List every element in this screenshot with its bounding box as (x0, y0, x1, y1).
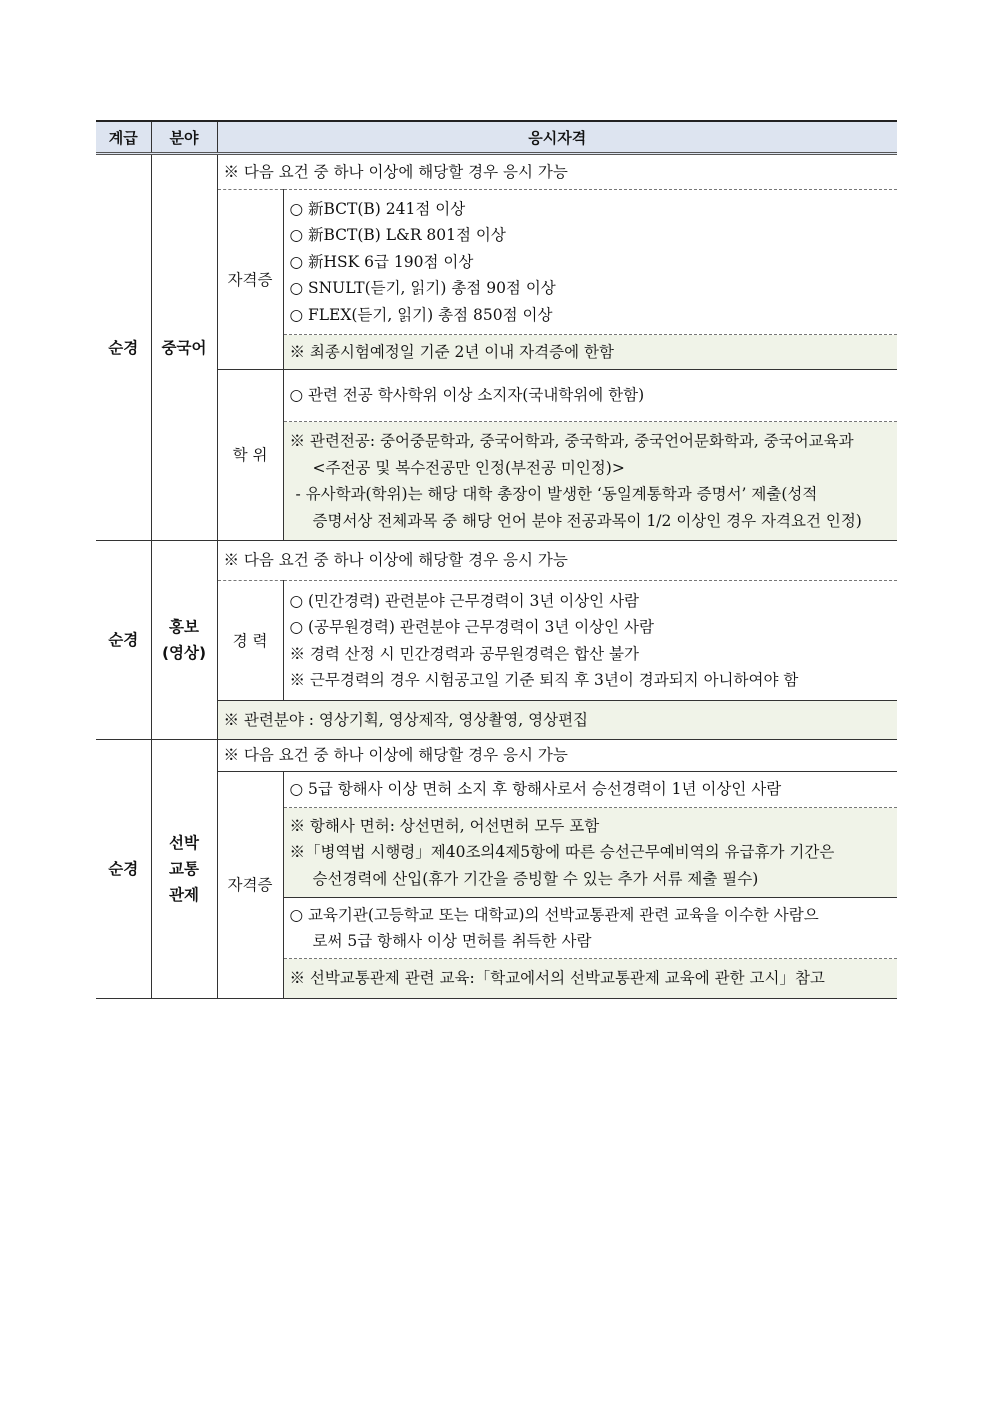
list-item: ○ 5급 항해사 이상 면허 소지 후 항해사로서 승선경력이 1년 이상인 사람 (283, 772, 897, 808)
grade-cell: 순경 (96, 154, 151, 541)
list-item: <주전공 및 복수전공만 인정(부전공 미인정)> (312, 458, 625, 477)
list-item: ※ 관련전공: 중어중문학과, 중국어학과, 중국학과, 중국언어문화학과, 중국어교육과 (289, 432, 854, 450)
cert-note: ※ 최종시험예정일 기준 2년 이내 자격증에 한함 (283, 335, 897, 370)
item2 (283, 898, 897, 959)
table-row (96, 370, 897, 422)
list-item: 승선경력에 산입(휴가 기간을 증빙할 수 있는 추가 서류 제출 필수) (312, 869, 759, 888)
list-item: 증명서상 전체과목 중 해당 언어 분야 전공과목이 1/2 이상인 경우 자격요건 인정) (312, 511, 862, 530)
header-qualification: 응시자격 (217, 121, 897, 154)
list-item: ○ 교육기관(고등학교 또는 대학교)의 선박교통관제 관련 교육을 이수한 사람으 (289, 905, 819, 924)
list-item: ○ 新HSK 6급 190점 이상 (289, 252, 474, 271)
field-cell: 중국어 (151, 154, 217, 541)
table-row (96, 541, 897, 581)
table-header-row (96, 121, 897, 154)
list-item: ○ (민간경력) 관련분야 근무경력이 3년 이상인 사람 (289, 591, 640, 610)
list-item: ○ SNULT(듣기, 읽기) 총점 90점 이상 (289, 279, 556, 298)
grade-cell: 순경 (96, 740, 151, 999)
footer-note: ※ 관련분야 : 영상기획, 영상제작, 영상촬영, 영상편집 (217, 701, 897, 740)
list-item: ※「병역법 시행령」제40조의4제5항에 따른 승선근무예비역의 유급휴가 기간은 (289, 843, 835, 862)
field-line: 홍보 (169, 618, 199, 636)
intro-note: ※ 다음 요건 중 하나 이상에 해당할 경우 응시 가능 (217, 154, 897, 190)
list-item: ○ 新BCT(B) L&R 801점 이상 (289, 226, 506, 245)
list-item: 로써 5급 항해사 이상 면허를 취득한 사람 (312, 932, 592, 950)
field-cell (151, 541, 217, 740)
grade-cell: 순경 (96, 541, 151, 740)
qualification-table (96, 120, 897, 999)
intro-note: ※ 다음 요건 중 하나 이상에 해당할 경우 응시 가능 (217, 740, 897, 772)
list-item: ※ 항해사 면허: 상선면허, 어선면허 모두 포함 (289, 816, 600, 835)
table-row (96, 701, 897, 740)
table-row (96, 154, 897, 190)
cert-items (283, 190, 897, 335)
degree-label: 학 위 (217, 370, 283, 541)
cert-label: 자격증 (217, 190, 283, 370)
degree-notes (283, 422, 897, 541)
footer-note: ※ 선박교통관제 관련 교육:「학교에서의 선박교통관제 교육에 관한 고시」참고 (283, 959, 897, 999)
field-line: (영상) (161, 644, 207, 662)
list-item: ○ 新BCT(B) 241점 이상 (289, 199, 466, 218)
table-row (96, 581, 897, 701)
list-item: ○ FLEX(듣기, 읽기) 총점 850점 이상 (289, 305, 553, 324)
list-item: ○ (공무원경력) 관련분야 근무경력이 3년 이상인 사람 (289, 618, 655, 636)
list-item: ※ 경력 산정 시 민간경력과 공무원경력은 합산 불가 (289, 644, 639, 663)
intro-note: ※ 다음 요건 중 하나 이상에 해당할 경우 응시 가능 (217, 541, 897, 581)
table-row (96, 740, 897, 772)
field-cell (151, 740, 217, 999)
header-grade: 계급 (96, 121, 151, 154)
table-row (96, 190, 897, 335)
field-line: 선박 (169, 834, 199, 852)
list-item: - 유사학과(학위)는 해당 대학 총장이 발생한 ‘동일계통학과 증명서’ 제출(성적 (295, 485, 818, 503)
degree-item: ○ 관련 전공 학사학위 이상 소지자(국내학위에 한함) (283, 370, 897, 422)
career-label: 경 력 (217, 581, 283, 701)
career-items (283, 581, 897, 701)
list-item: ※ 근무경력의 경우 시험공고일 기준 퇴직 후 3년이 경과되지 아니하여야 함 (289, 671, 799, 689)
notes (283, 808, 897, 898)
header-field: 분야 (151, 121, 217, 154)
field-line: 관제 (169, 886, 199, 904)
table-row (96, 772, 897, 808)
cert-label: 자격증 (217, 772, 283, 999)
field-line: 교통 (169, 860, 199, 878)
